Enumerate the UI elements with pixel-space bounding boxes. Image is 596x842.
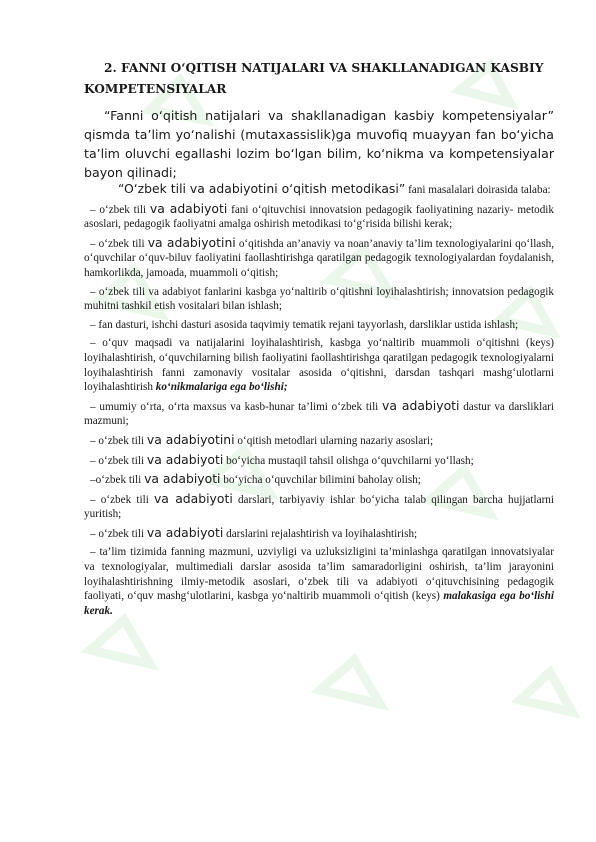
list-item: – ta’lim tizimida fanning mazmuni, uzviyligi va uzluksizligini ta’minlashga qaratilgan innovatsiyalar va texnologiyalar, multimediali darslar asosida ta’lim samaradorligini oshirish, ta’lim jarayonini loyihalashtirishning ilmiy-metodik asoslari, o‘zbek tili va adabiyoti o‘qituvchisining pedagogik faoliyati, o‘quv mashg‘ulotlarini, kasbga yo‘naltirib muammoli o‘qitish (keys) malakasiga ega bo‘lishi kerak. [84,546,554,617]
list-item: – o‘zbek tili va adabiyoti darslari, tarbiyaviy ishlar bo‘yicha talab qilingan barcha hujjatlarni yuritish; [84,490,555,521]
list-item: – o‘quv maqsadi va natijalarini loyihalashtirish, kasbga yo‘naltirib muammoli o‘qitishni (keys) loyihalashtirish, o‘quvchilarning bilish faoliyatini faollashtirishga qaratilgan pedagogik texnologiyalarni loyihalashtirish fanni zamonaviy vositalar asosida o‘qitishni, darsdan tashqari mashg‘ulotlarni loyihalashtirish ko‘nikmalariga ega bo‘lishi; [84,337,554,394]
document-body [84,58,554,622]
list-item: – o‘zbek tili va adabiyoti darslarini rejalashtirish va loyihalashtirish; [90,524,418,540]
list-item: – o‘zbek tili va adabiyotini o‘qitish metodlari ularning nazariy asoslari; [90,431,434,447]
method-paragraph [84,182,554,198]
method-rest: fani masalalari doirasida talaba: [405,184,551,196]
intro-paragraph: “Fanni o‘qitish natijalari va shakllanadigan kasbiy kompetensiyalar” qismda ta’lim yo‘nalishi (mutaxassislik)ga muvofiq muayyan fan bo‘yicha ta’lim oluvchi egallashi lozim bo‘lgan bilim, ko‘nikma va kompetensiyalar bayon qilinadi; [84,108,554,180]
list-item: – o‘zbek tili va adabiyoti bo‘yicha mustaqil tahsil olishga o‘quvchilarni yo‘llash; [90,451,474,467]
section-heading: 2. FANNI O‘QITISH NATIJALARI VA SHAKLLANADIGAN KASBIY KOMPETENSIYALAR [84,61,544,96]
method-title: “O‘zbek tili va adabiyotini o‘qitish metodikasi” [118,181,406,196]
list-item: – o‘zbek tili va adabiyotini o‘qitishda an’anaviy va noan’anaviy ta’lim texnologiyalarini qo‘llash, o‘quvchilar o‘quv-biluv faoliyatini faollashtirishga qaratilgan pedagogik texnologiyalardan foydalanish, hamkorlikda, jamoada, muammoli o‘qitish; [84,234,555,279]
list-item: – fan dasturi, ishchi dasturi asosida taqvimiy tematik rejani tayyorlash, darsliklar ustida ishlash; [90,318,519,331]
list-item: –o‘zbek tili va adabiyoti bo‘yicha o‘quvchilar bilimini baholay olish; [90,471,421,487]
list-item: – o‘zbek tili va adabiyoti fani o‘qituvchisi innovatsion pedagogik faoliyatining nazariy- metodik asoslari, pedagogik faoliyatni amalga oshirish metodikasi to‘g‘risida bilishi kerak; [84,200,554,231]
list-item: – umumiy o‘rta, o‘rta maxsus va kasb-hunar ta’limi o‘zbek tili va adabiyoti dastur va darsliklari mazmuni; [84,397,554,428]
list-item: – o‘zbek tili va adabiyot fanlarini kasbga yo‘naltirib o‘qitishni loyihalashtirish; innovatsion pedagogik muhitni tashkil etish vositalari bilan ishlash; [84,285,554,313]
